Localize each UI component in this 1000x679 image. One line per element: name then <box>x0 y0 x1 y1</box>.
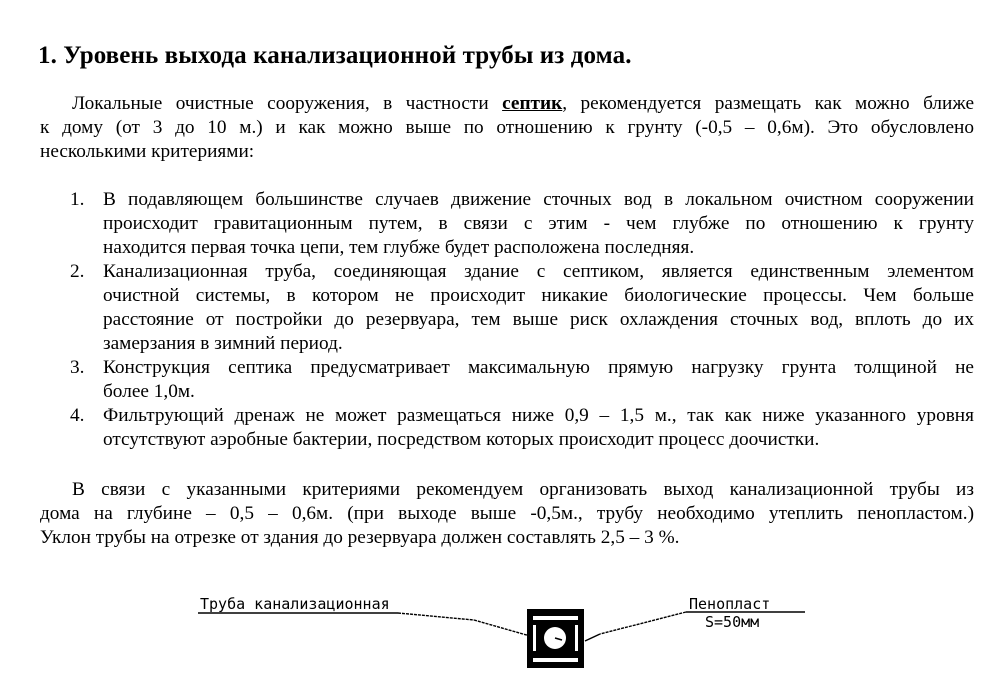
criteria-item-4 <box>70 404 974 452</box>
leader-line-left-2 <box>474 620 530 636</box>
label-pipe: Труба канализационная <box>200 595 390 613</box>
intro-line-3: несколькими критериями: <box>40 141 255 162</box>
item-number: 2. <box>70 261 85 282</box>
item-line: В подавляющем большинстве случаев движение сточных вод в локальном очистном сооружении <box>103 189 974 210</box>
conclusion-line-1: В связи с указанными критериями рекомендуем организовать выход канализационной трубы из <box>72 479 974 500</box>
item-line: очистной системы, в котором не происходит никакие биологические процессы. Чем больше <box>103 285 974 306</box>
intro-paragraph <box>40 92 974 164</box>
intro-text: , рекомендуется размещать как можно ближе <box>562 93 974 114</box>
item-line: расстояние от постройки до резервуара, тем выше риск охлаждения сточных вод, вплоть до их <box>103 309 974 330</box>
item-line: отсутствуют аэробные бактерии, посредством которых происходит процесс доочистки. <box>103 429 820 450</box>
item-line: замерзания в зимний период. <box>103 333 343 354</box>
intro-line-2: к дому (от 3 до 10 м.) и как можно выше по отношению к грунту (-0,5 – 0,6м). Это обусловлено <box>40 117 974 138</box>
item-line: происходит гравитационным путем, в связи с этим - чем глубже по отношению к грунту <box>103 213 974 234</box>
conclusion-line-2: дома на глубине – 0,5 – 0,6м. (при выходе выше -0,5м., трубу необходимо утеплить пенопластом.) <box>40 503 974 524</box>
conclusion-line-3: Уклон трубы на отрезке от здания до резервуара должен составлять 2,5 – 3 %. <box>40 527 680 548</box>
item-number: 1. <box>70 189 85 210</box>
item-number: 4. <box>70 405 85 426</box>
item-line: находится первая точка цепи, тем глубже будет расположена последняя. <box>103 237 695 258</box>
criteria-list <box>70 188 974 452</box>
pipe-diagram <box>0 585 1000 674</box>
leader-line-right <box>600 612 686 634</box>
item-line: Фильтрующий дренаж не может размещаться ниже 0,9 – 1,5 м., так как ниже указанного уровня <box>103 405 974 426</box>
pipe-cross-section-icon <box>527 609 584 668</box>
conclusion-paragraph <box>40 478 974 550</box>
section-heading: 1. Уровень выхода канализационной трубы из дома. <box>38 42 632 69</box>
leader-line-left <box>398 613 474 620</box>
criteria-item-1 <box>70 188 974 260</box>
item-line: Канализационная труба, соединяющая здание с септиком, является единственным элементом <box>103 261 974 282</box>
keyword-septic: септик <box>502 93 563 114</box>
leader-line-right-2 <box>585 634 600 641</box>
item-line: более 1,0м. <box>103 381 195 402</box>
label-thickness: S=50мм <box>705 613 760 631</box>
intro-text: Локальные очистные сооружения, в частности <box>72 93 503 114</box>
criteria-item-3 <box>70 356 974 404</box>
item-line: Конструкция септика предусматривает максимальную прямую нагрузку грунта толщиной не <box>103 357 974 378</box>
label-insulation: Пенопласт <box>689 595 771 613</box>
intro-line-1 <box>40 92 974 116</box>
item-number: 3. <box>70 357 85 378</box>
criteria-item-2 <box>70 260 974 356</box>
